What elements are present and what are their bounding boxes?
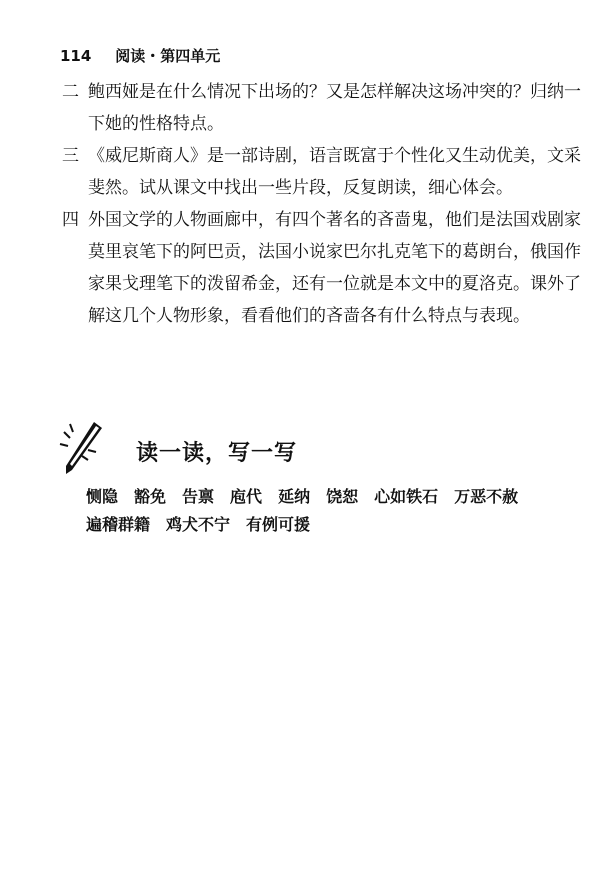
vocab-word: 鸡犬不宁: [166, 515, 231, 534]
vocab-word: 告禀: [182, 487, 215, 506]
vocab-row-1: [86, 482, 586, 512]
read-write-section: [58, 418, 558, 478]
question-4: [62, 204, 582, 332]
question-text: 鲍西娅是在什么情况下出场的？又是怎样解决这场冲突的？归纳一下她的性格特点。: [88, 82, 581, 134]
vocab-word: 有例可援: [246, 515, 311, 534]
vocab-word: 延纳: [278, 487, 311, 506]
unit-title: 阅读・第四单元: [115, 47, 221, 65]
question-text: 外国文学的人物画廊中，有四个著名的吝啬鬼，他们是法国戏剧家莫里哀笔下的阿巴贡，法国小说家巴尔扎克笔下的葛朗台，俄国作家果戈理笔下的泼留希金，还有一位就是本文中的夏洛克。课外了解这几个人物形象，看看他们的吝啬各有什么特点与表现。: [88, 210, 581, 326]
vocab-word: 豁免: [134, 487, 167, 506]
question-number: 四: [62, 210, 79, 230]
section-title: 读一读，写一写: [136, 441, 298, 466]
vocab-row-2: [86, 510, 586, 540]
vocab-word: 庖代: [230, 487, 263, 506]
question-number: 二: [62, 82, 79, 102]
question-number: 三: [62, 146, 79, 166]
question-text: 《威尼斯商人》是一部诗剧，语言既富于个性化又生动优美，文采斐然。试从课文中找出一些片段，反复朗读，细心体会。: [88, 146, 581, 198]
question-2: [62, 76, 582, 140]
question-3: [62, 140, 582, 204]
vocab-word: 恻隐: [86, 487, 119, 506]
vocab-word: 万恶不赦: [454, 487, 519, 506]
page-number: 114: [60, 47, 92, 65]
pencil-icon: [58, 418, 114, 478]
page-header: [60, 45, 220, 66]
vocab-word: 饶恕: [326, 487, 359, 506]
vocab-word: 遍稽群籍: [86, 515, 151, 534]
vocab-word: 心如铁石: [374, 487, 439, 506]
